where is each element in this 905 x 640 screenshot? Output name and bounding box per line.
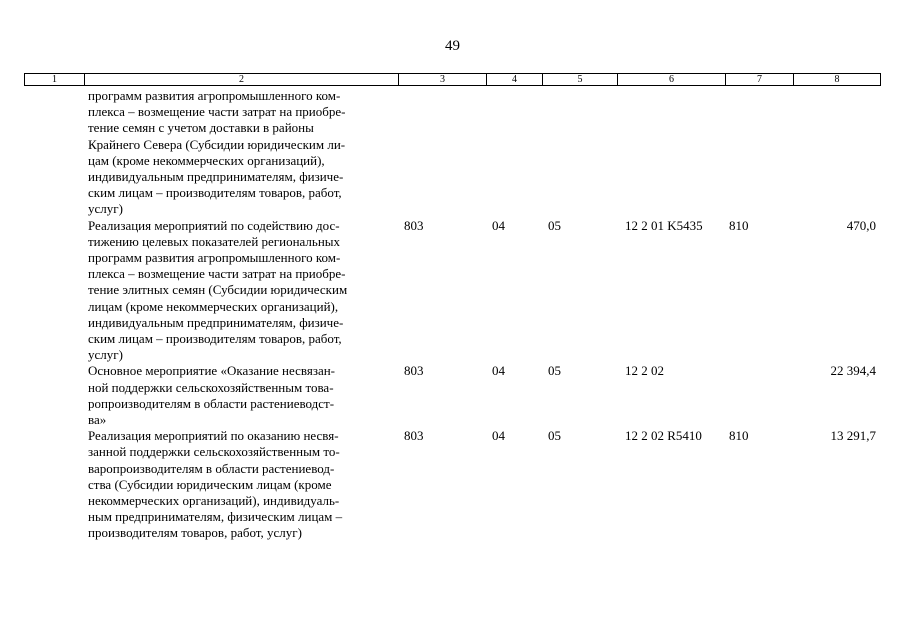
section-code: 04 <box>492 217 505 233</box>
expense-type-code: 810 <box>729 428 749 444</box>
header-col-5: 5 <box>543 74 618 86</box>
budget-table <box>24 88 880 542</box>
column-number-header <box>24 73 881 86</box>
description-line: услуг) <box>88 201 123 217</box>
description-line: ропроизводителям в области растениеводст- <box>88 395 335 411</box>
description-line: тение семян с учетом доставки в районы <box>88 120 314 136</box>
description-line: ва» <box>88 412 107 428</box>
subsection-code: 05 <box>548 363 561 379</box>
section-code <box>486 88 542 218</box>
table-row <box>24 363 880 428</box>
description-line: ским лицам – производителям товаров, работ, <box>88 331 342 347</box>
header-col-8: 8 <box>794 74 881 86</box>
description-line: производителям товаров, работ, услуг) <box>88 525 302 541</box>
section-code: 04 <box>492 363 505 379</box>
description-line: индивидуальным предпринимателям, физиче- <box>88 314 344 330</box>
expense-type-code <box>725 88 793 218</box>
subsection-code: 05 <box>548 428 561 444</box>
table-row <box>24 88 880 218</box>
table-row <box>24 428 880 541</box>
description-line: занной поддержки сельскохозяйственным то- <box>88 444 340 460</box>
header-row <box>25 74 881 86</box>
target-article-code: 12 2 02 <box>625 363 664 379</box>
description-line: ства (Субсидии юридическим лицам (кроме <box>88 476 332 492</box>
ministry-code <box>398 88 486 218</box>
description-line: услуг) <box>88 347 123 363</box>
section-code: 04 <box>492 428 505 444</box>
amount <box>793 88 880 218</box>
amount: 13 291,7 <box>830 428 876 444</box>
ministry-code: 803 <box>404 217 424 233</box>
expense-type-code <box>725 363 793 428</box>
description-line: Реализация мероприятий по содействию дос- <box>88 217 340 233</box>
header-col-4: 4 <box>487 74 543 86</box>
header-col-7: 7 <box>726 74 794 86</box>
description-line: ной поддержки сельскохозяйственным това- <box>88 379 334 395</box>
header-col-3: 3 <box>399 74 487 86</box>
description-line: ским лицам – производителям товаров, работ, <box>88 185 342 201</box>
description-line: Реализация мероприятий по оказанию несвя- <box>88 428 339 444</box>
description-line: варопроизводителям в области растениевод- <box>88 460 335 476</box>
subsection-code: 05 <box>548 217 561 233</box>
description-line: тение элитных семян (Субсидии юридическим <box>88 282 348 298</box>
description-line: некоммерческих организаций), индивидуаль- <box>88 493 340 509</box>
amount: 470,0 <box>846 217 876 233</box>
target-article-code: 12 2 01 K5435 <box>625 217 703 233</box>
row-description <box>24 88 398 218</box>
description-line: Основное мероприятие «Оказание несвязан- <box>88 363 336 379</box>
table-row <box>24 218 880 364</box>
expense-type-code: 810 <box>729 217 749 233</box>
header-col-1: 1 <box>25 74 85 86</box>
row-description <box>24 218 398 364</box>
target-article-code <box>617 88 725 218</box>
description-line: индивидуальным предпринимателям, физиче- <box>88 169 344 185</box>
description-line: программ развития агропромышленного ком- <box>88 88 341 103</box>
row-description <box>24 363 398 428</box>
description-line: плекса – возмещение части затрат на приобре- <box>88 104 346 120</box>
description-line: плекса – возмещение части затрат на приобре- <box>88 266 346 282</box>
ministry-code: 803 <box>404 428 424 444</box>
page-number: 49 <box>445 38 460 54</box>
description-line: Крайнего Севера (Субсидии юридическим ли- <box>88 136 346 152</box>
subsection-code <box>542 88 617 218</box>
description-line: цам (кроме некоммерческих организаций), <box>88 152 325 168</box>
amount: 22 394,4 <box>830 363 876 379</box>
budget-table-body <box>24 88 880 542</box>
target-article-code: 12 2 02 R5410 <box>625 428 702 444</box>
description-line: тижению целевых показателей региональных <box>88 233 341 249</box>
description-line: программ развития агропромышленного ком- <box>88 250 341 266</box>
header-col-2: 2 <box>85 74 399 86</box>
ministry-code: 803 <box>404 363 424 379</box>
header-col-6: 6 <box>618 74 726 86</box>
description-line: лицам (кроме некоммерческих организаций), <box>88 298 339 314</box>
description-line: ным предпринимателям, физическим лицам – <box>88 509 343 525</box>
row-description <box>24 428 398 541</box>
